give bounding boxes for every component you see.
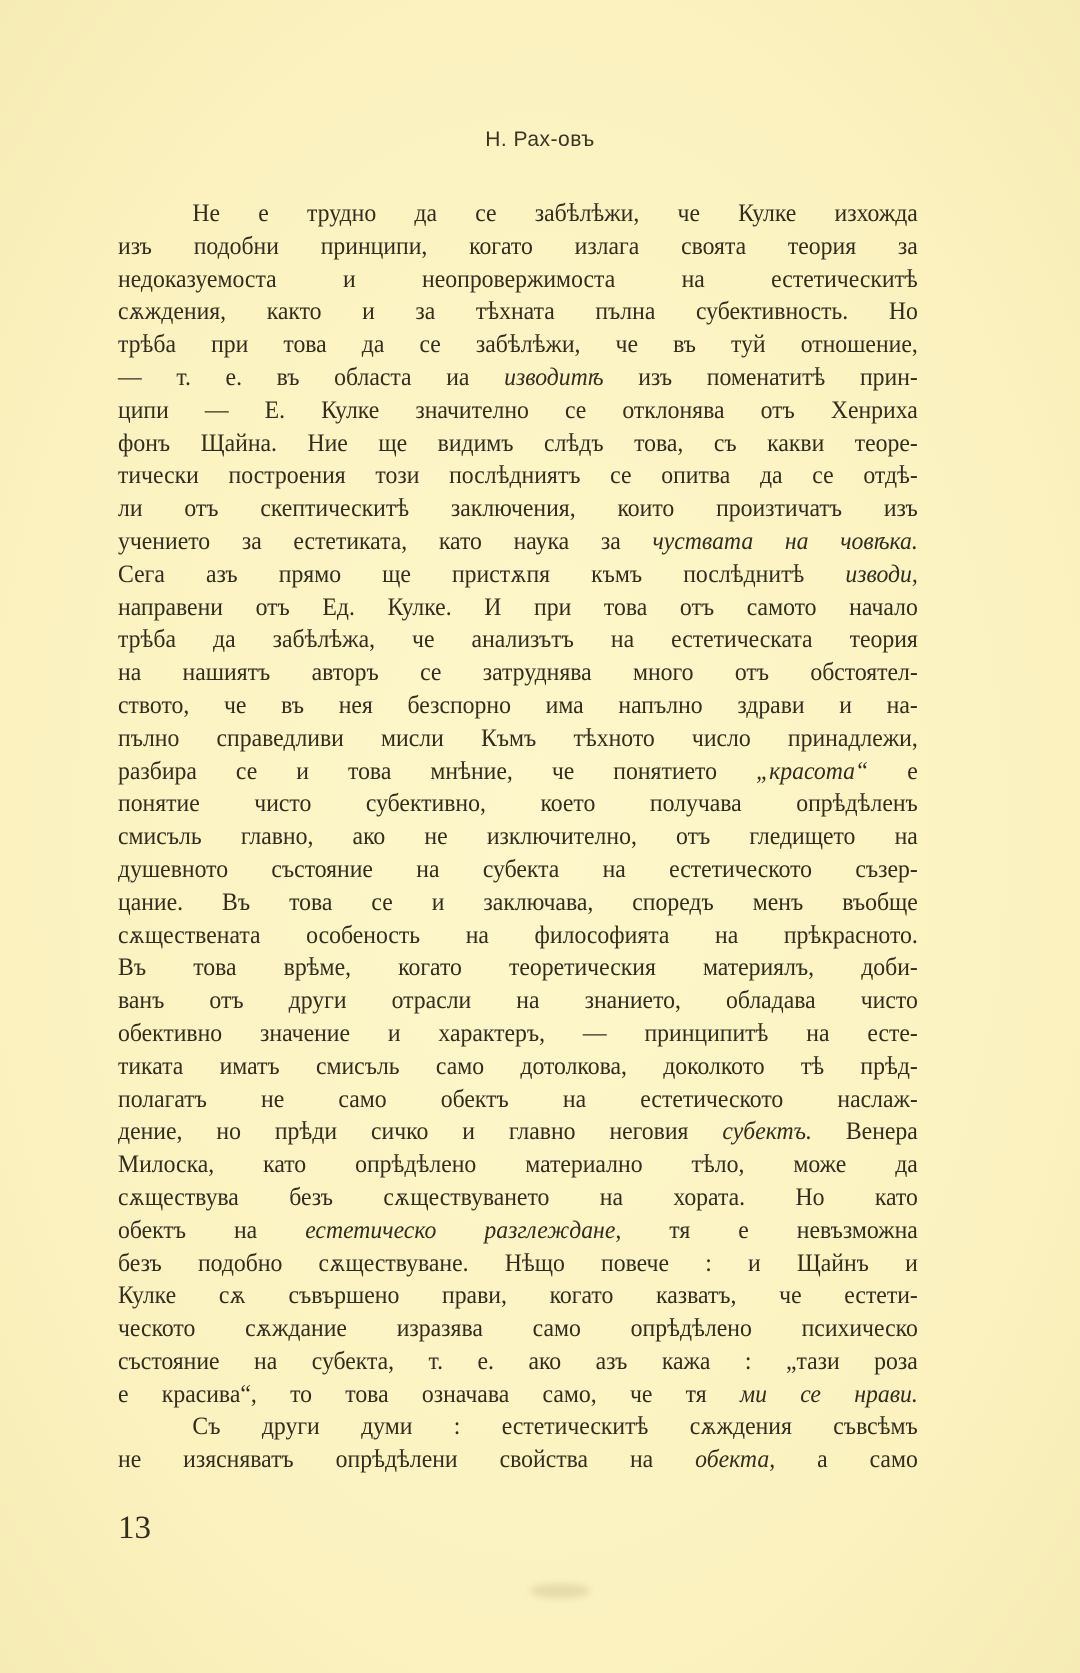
text-line [118, 1247, 918, 1280]
text-line [118, 853, 918, 886]
text-line [118, 623, 918, 656]
text-line [118, 328, 918, 361]
text-segment: понятие чисто субективно, което получава опрѣдѣленъ [118, 788, 918, 818]
text-segment: а само [775, 1444, 918, 1474]
text-line [118, 1181, 918, 1214]
text-segment: Не е трудно да се забѣлѣжи, че Кулке изхожда [192, 198, 918, 227]
text-line [118, 722, 918, 755]
text-segment: ството, че въ нея безспорно има напълно здрави и на- [118, 689, 918, 719]
text-segment: Венера [811, 1116, 918, 1146]
text-segment: пълно справедливи мисли Къмъ тѣхното число принадлежи, [118, 722, 918, 752]
text-segment: тя е невъзможна [621, 1214, 918, 1244]
italic-text: чуствата на човѣка. [652, 525, 918, 555]
text-line [118, 820, 918, 853]
text-segment: разбира се и това мнѣние, че понятието [118, 755, 756, 785]
text-segment: обектъ на [118, 1214, 306, 1244]
text-line [118, 427, 918, 460]
text-line [118, 1115, 918, 1148]
text-line [118, 1050, 918, 1083]
text-segment: сѫществената особеность на философията на прѣкрасното. [118, 919, 918, 949]
running-header: Н. Рах-овъ [485, 128, 595, 151]
text-segment: тически построения този послѣдниятъ се опитва да се отдѣ- [118, 460, 918, 490]
text-line [118, 1279, 918, 1312]
text-segment: душевното състояние на субекта на естетическото съзер- [118, 853, 918, 883]
italic-text: субектъ. [722, 1116, 812, 1146]
text-line [118, 591, 918, 624]
text-line [118, 919, 918, 952]
text-segment: ципи — Е. Кулке значително се отклонява отъ Хенриха [118, 394, 918, 424]
text-line [118, 656, 918, 689]
text-segment: Въ това врѣме, когато теоретическия материялъ, доби- [118, 952, 918, 982]
text-line [118, 951, 918, 984]
text-line [118, 984, 918, 1017]
text-segment: трѣба при това да се забѣлѣжи, че въ туй отношение, [118, 329, 918, 359]
text-line [118, 295, 918, 328]
italic-text: „красота“ [755, 755, 869, 785]
text-line [118, 361, 918, 394]
text-line [118, 787, 918, 820]
text-segment: недоказуемоста и неопровержимоста на естетическитѣ [118, 263, 918, 293]
text-segment: е красива“, то това означава само, че тя [118, 1378, 740, 1408]
text-line [118, 1017, 918, 1050]
body-text [118, 197, 918, 1476]
text-line [118, 1378, 918, 1411]
text-line [118, 558, 918, 591]
text-line [118, 230, 918, 263]
text-line [118, 394, 918, 427]
text-segment: трѣба да забѣлѣжа, че анализътъ на естетическата теория [118, 624, 918, 654]
text-segment: сѫждения, както и за тѣхната пълна субективность. Но [118, 296, 918, 326]
text-segment: изъ поменатитѣ прин- [603, 361, 918, 391]
text-line [118, 755, 918, 788]
text-segment: Съ други думи : естетическитѣ сѫждения съвсѣмъ [192, 1411, 918, 1441]
italic-text: изводи, [845, 558, 918, 588]
text-segment: дение, но прѣди сичко и главно неговия [118, 1116, 723, 1146]
text-segment: направени отъ Ед. Кулке. И при това отъ самото начало [118, 591, 918, 621]
text-line [118, 197, 918, 230]
text-segment: Милоска, като опрѣдѣлено материално тѣло, може да [118, 1149, 918, 1179]
text-segment: цание. Въ това се и заключава, споредъ менъ въобще [118, 886, 918, 916]
text-line [118, 263, 918, 296]
text-segment: фонъ Щайна. Ние ще видимъ слѣдъ това, съ какви теоре- [118, 427, 918, 457]
text-segment: сѫществува безъ сѫществуването на хората. Но като [118, 1181, 918, 1211]
text-segment: Кулке сѫ съвършено прави, когато казватъ, че естети- [118, 1280, 918, 1310]
page-number: 13 [118, 1510, 151, 1546]
text-segment: Сега азъ прямо ще пристѫпя къмъ послѣднитѣ [118, 558, 846, 588]
text-segment: ческото сѫждание изразява само опрѣдѣлено психическо [118, 1313, 918, 1343]
text-line [118, 1214, 918, 1247]
text-line [118, 1148, 918, 1181]
italic-text: естетическо разглеждане, [305, 1214, 622, 1244]
text-line [118, 525, 918, 558]
text-line [118, 459, 918, 492]
text-line [118, 1410, 918, 1443]
text-segment: тиката иматъ смисъль само дотолкова, доколкото тѣ прѣд- [118, 1050, 918, 1080]
text-segment: обективно значение и характеръ, — принципитѣ на есте- [118, 1017, 918, 1047]
text-segment: — т. е. въ областа иа [118, 361, 505, 391]
text-segment: ли отъ скептическитѣ заключения, които произтичатъ изъ [118, 493, 918, 523]
text-segment: не изясняватъ опрѣдѣлени свойства на [118, 1444, 696, 1474]
italic-text: изводитѣ [504, 361, 604, 391]
text-segment: изъ подобни принципи, когато излага своята теория за [118, 230, 918, 260]
scan-smudge [530, 1584, 590, 1598]
text-segment: ванъ отъ други отрасли на знанието, обладава чисто [118, 985, 918, 1015]
text-segment: състояние на субекта, т. е. ако азъ кажа : „тази роза [118, 1345, 918, 1375]
text-segment: полагатъ не само обектъ на естетическото наслаж- [118, 1083, 918, 1113]
text-line [118, 1083, 918, 1116]
text-line [118, 492, 918, 525]
italic-text: обекта, [695, 1444, 776, 1474]
text-line [118, 886, 918, 919]
text-line [118, 1443, 918, 1476]
italic-text: ми се нрави. [739, 1378, 918, 1408]
text-line [118, 1312, 918, 1345]
text-segment: е [868, 755, 918, 785]
text-line [118, 1345, 918, 1378]
text-segment: смисъль главно, ако не изключително, отъ гледището на [118, 821, 918, 851]
text-segment: учението за естетиката, като наука за [118, 525, 653, 555]
text-segment: безъ подобно сѫществуване. Нѣщо повече : и Щайнъ и [118, 1247, 918, 1277]
text-line [118, 689, 918, 722]
text-segment: на нашиятъ авторъ се затруднява много отъ обстоятел- [118, 657, 918, 687]
